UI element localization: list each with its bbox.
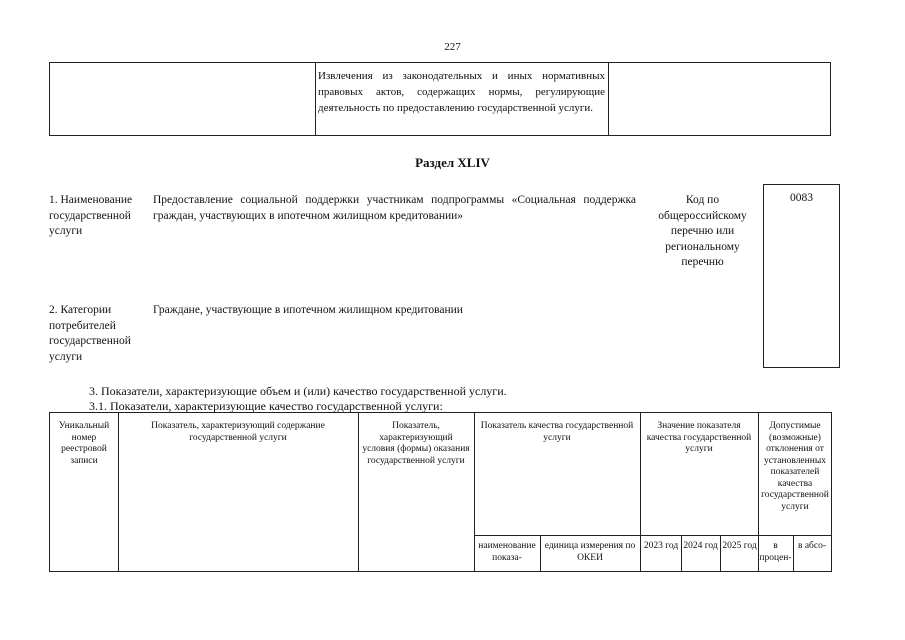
subheader-2024: 2024 год (683, 541, 718, 551)
code-box (763, 184, 840, 368)
header-values: Значение показателя качества государственной услуги (646, 421, 752, 454)
service-name-value: Предоставление социальной поддержки участникам подпрограммы «Социальная поддержка граждан, участвующих в ипотечном жилищном кредитовании» (153, 194, 636, 222)
header-registry: Уникальный номер реестровой записи (58, 421, 110, 466)
table-divider (118, 413, 119, 571)
subheader-percent: в процен- (759, 541, 792, 563)
code-value: 0083 (790, 192, 813, 204)
paragraph-3: 3. Показатели, характеризующие объем и (или) качество государственной услуги. (89, 384, 507, 398)
paragraph-3-1: 3.1. Показатели, характеризующие качество государственной услуги: (89, 399, 443, 413)
table-divider (640, 413, 641, 571)
table-divider (474, 535, 831, 536)
subheader-2023: 2023 год (643, 541, 679, 551)
table-divider (358, 413, 359, 571)
table-divider (608, 63, 609, 135)
code-label: Код по общероссийскому перечню или региональному перечню (658, 194, 747, 268)
subheader-absolute: в абсо- (797, 541, 827, 551)
category-value: Граждане, участвующие в ипотечном жилищном кредитовании (153, 304, 463, 316)
quality-indicators-table (49, 412, 832, 572)
header-quality: Показатель качества государственной услуги (480, 421, 634, 443)
legal-acts-extract: Извлечения из законодательных и иных нормативных правовых актов, содержащих нормы, регулирующие деятельность по предоставлению государственной услуги. (318, 70, 605, 114)
table-divider (540, 535, 541, 571)
subheader-unit: единица измерения по ОКЕИ (544, 541, 636, 563)
category-label: 2. Категории потребителей государственной услуги (49, 304, 131, 363)
section-title: Раздел XLIV (415, 155, 490, 170)
header-conditions: Показатель, характеризующий условия (формы) оказания государственной услуги (362, 421, 470, 466)
table-divider (315, 63, 316, 135)
subheader-2025: 2025 год (722, 541, 757, 551)
header-content: Показатель, характеризующий содержание государственной услуги (151, 421, 325, 443)
header-deviation: Допустимые (возможные) отклонения от установленных показателей качества государственной услуги (761, 421, 829, 512)
page-number: 227 (444, 41, 461, 53)
table-divider (474, 413, 475, 571)
subheader-name: наименование показа- (478, 541, 536, 563)
service-name-label: 1. Наименование государственной услуги (49, 194, 133, 237)
